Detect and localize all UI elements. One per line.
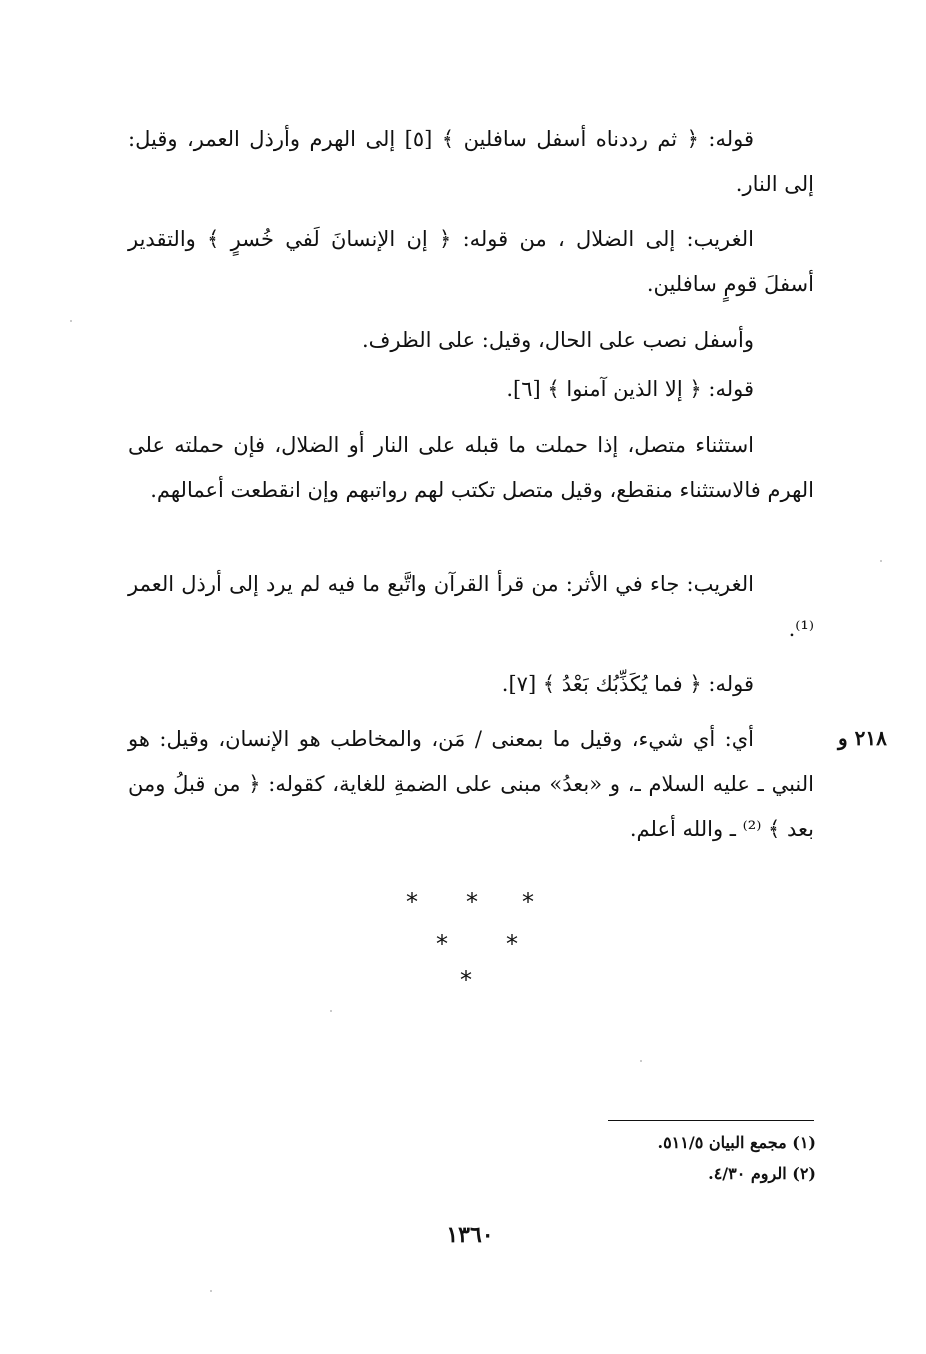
star-ornament-icon: * [506, 930, 518, 958]
scan-speckle [330, 1010, 332, 1012]
paragraph-gharib-2 [128, 562, 814, 652]
paragraph-text: الغريب: جاء في الأثر: من قرأ القرآن واتَّبع ما فيه لم يرد إلى أرذل العمر ⁽¹⁾. [128, 572, 814, 641]
scan-speckle [880, 560, 882, 562]
paragraph-verse-7 [128, 662, 814, 707]
paragraph-istithna [128, 423, 814, 513]
paragraph-grammar-note [128, 318, 814, 363]
star-ornament-icon: * [436, 930, 448, 958]
scan-speckle [210, 1290, 212, 1292]
paragraph-text: أي: أي شيء، وقيل ما بمعنى / مَن، والمخاطب هو الإنسان، وقيل: هو النبي ـ عليه السلام ـ، و «بعدُ» مبنى على الضمةِ للغاية، كقوله: ﴿ من قبلُ ومن بعد ﴾ ⁽²⁾ ـ والله أعلم. [128, 727, 814, 841]
paragraph-gharib-1 [128, 217, 814, 307]
footnote-separator [608, 1120, 814, 1121]
scan-speckle [640, 1060, 642, 1062]
paragraph-text: استثناء متصل، إذا حملت ما قبله على النار أو الضلال، فإن حملته على الهرم فالاستثناء منقطع، وقيل متصل تكتب لهم رواتبهم وإن انقطعت أعمالهم. [128, 433, 814, 502]
star-ornament-icon: * [460, 966, 472, 994]
star-ornament-icon: * [466, 888, 478, 916]
paragraph-text: قوله: ﴿ إلا الذين آمنوا ﴾ [٦]. [506, 377, 754, 401]
paragraph-text: قوله: ﴿ ثم رددناه أسفل سافلين ﴾ [٥] إلى الهرم وأرذل العمر، وقيل: إلى النار. [128, 127, 814, 196]
scan-speckle [70, 320, 72, 322]
paragraph-tafsir-final [128, 717, 814, 852]
page-number: ١٣٦٠ [446, 1222, 494, 1248]
paragraph-verse-6 [128, 367, 814, 412]
manuscript-folio-reference: ٢١٨ و [838, 726, 887, 750]
paragraph-text: وأسفل نصب على الحال، وقيل: على الظرف. [361, 328, 754, 352]
star-ornament-icon: * [522, 888, 534, 916]
footnote-1: (١) مجمع البيان ٥١١/٥. [657, 1133, 816, 1152]
footnote-2: (٢) الروم ٤/٣٠. [708, 1164, 816, 1183]
section-ornament [380, 880, 550, 994]
paragraph-text: قوله: ﴿ فما يُكَذِّبُك بَعْدُ ﴾ [٧]. [501, 672, 754, 696]
paragraph-verse-5 [128, 117, 814, 207]
star-ornament-icon: * [406, 888, 418, 916]
paragraph-text: الغريب: إلى الضلال ، من قوله: ﴿ إن الإنسانَ لَفي خُسرٍ ﴾ والتقدير أسفلَ قومٍ سافلين. [128, 227, 814, 296]
